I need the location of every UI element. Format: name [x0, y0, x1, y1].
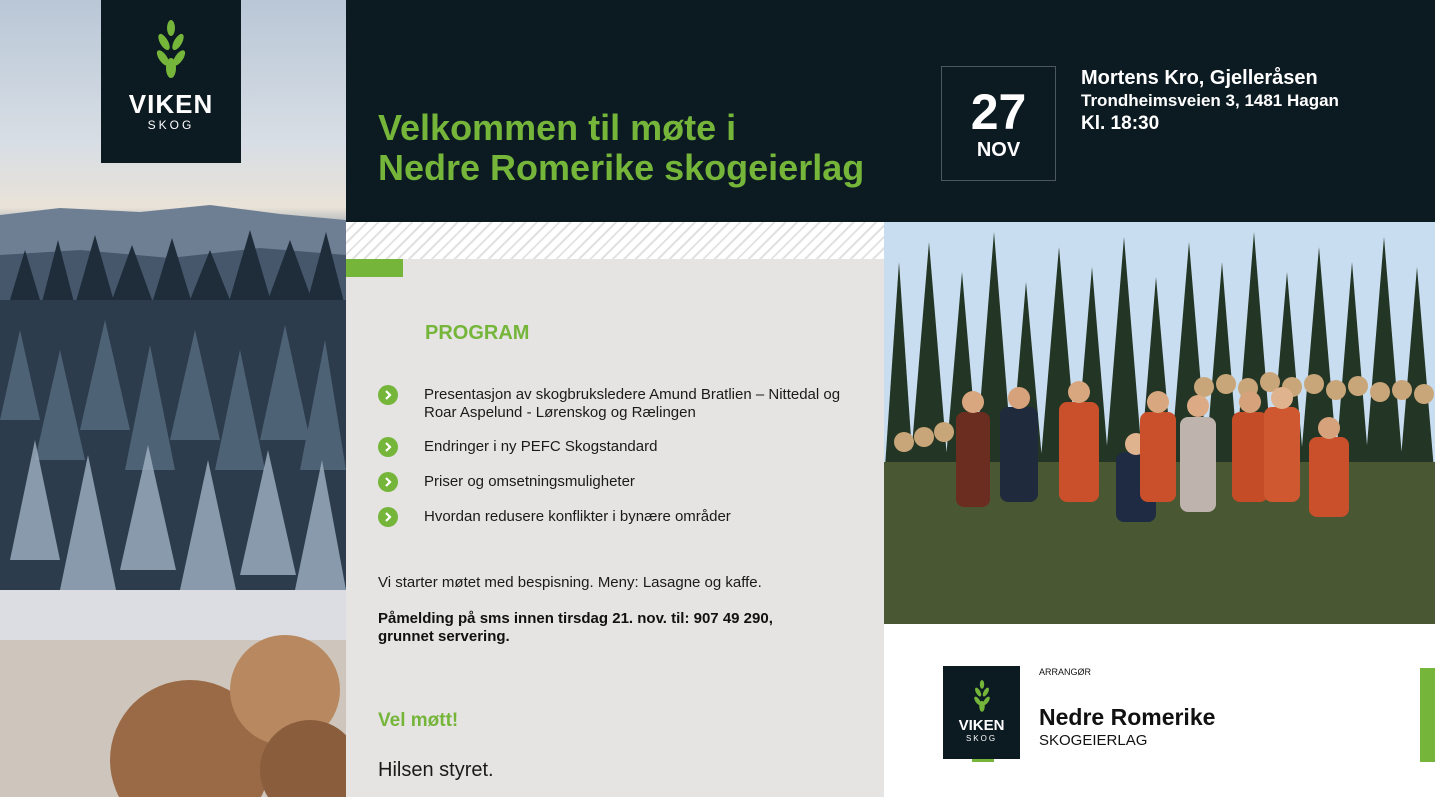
list-item: [378, 438, 858, 457]
venue-time: Kl. 18:30: [1081, 113, 1160, 134]
program-heading: PROGRAM: [425, 322, 530, 344]
chevron-right-circle-icon: [378, 507, 398, 527]
list-item: [378, 473, 858, 492]
signoff-text: Hilsen styret.: [378, 759, 494, 781]
date-month: NOV: [976, 138, 1021, 161]
chevron-right-circle-icon: [378, 472, 398, 492]
program-item-text: Priser og omsetningsmuligheter: [424, 473, 635, 490]
viken-skog-logo: [101, 0, 241, 163]
striped-divider: [346, 222, 884, 259]
spruce-leaf-icon: [973, 680, 991, 714]
program-list: [378, 386, 858, 543]
organizer-logo: [943, 666, 1020, 759]
organizer-label: ARRANGØR: [1039, 667, 1092, 677]
venue-address: Trondheimsveien 3, 1481 Hagan: [1081, 91, 1339, 110]
venue-name: Mortens Kro, Gjelleråsen: [1081, 67, 1318, 89]
page-title: [378, 108, 864, 188]
group-photo: [884, 222, 1435, 624]
title-line-2: Nedre Romerike skogeierlag: [378, 147, 865, 188]
title-line-1: Velkommen til møte i: [378, 107, 737, 148]
logo-wordmark: VIKEN: [128, 89, 214, 119]
venue-info: [1081, 66, 1339, 136]
organizer-subtitle: SKOGEIERLAG: [1039, 732, 1148, 749]
spruce-leaf-icon: [155, 20, 187, 82]
date-badge: [941, 66, 1056, 181]
list-item: [378, 508, 858, 527]
signup-note: Påmelding på sms innen tirsdag 21. nov. til: 907 49 290, grunnet servering.: [378, 610, 773, 645]
logo-subtitle: SKOG: [147, 118, 195, 132]
organizer-section: [884, 624, 1435, 797]
program-item-text: Hvordan redusere konflikter i bynære områder: [424, 508, 731, 525]
list-item: [378, 386, 858, 422]
organizer-name: Nedre Romerike: [1039, 704, 1216, 730]
chevron-right-circle-icon: [378, 437, 398, 457]
chevron-right-circle-icon: [378, 385, 398, 405]
accent-tab: [346, 259, 403, 277]
date-day: 27: [970, 83, 1027, 140]
welcome-text: Vel møtt!: [378, 710, 459, 731]
header-band: [346, 0, 1435, 222]
accent-line: [972, 759, 994, 762]
program-panel: [346, 222, 884, 797]
accent-bar: [1420, 668, 1435, 762]
program-item-text: Endringer i ny PEFC Skogstandard: [424, 438, 658, 455]
logo-subtitle: SKOG: [965, 734, 998, 743]
meal-note: Vi starter møtet med bespisning. Meny: Lasagne og kaffe.: [378, 574, 762, 591]
program-item-text: Presentasjon av skogbruksledere Amund Bratlien – Nittedal og Roar Aspelund - Lørenskog og Rælingen: [424, 386, 841, 421]
logo-wordmark: VIKEN: [958, 717, 1005, 734]
